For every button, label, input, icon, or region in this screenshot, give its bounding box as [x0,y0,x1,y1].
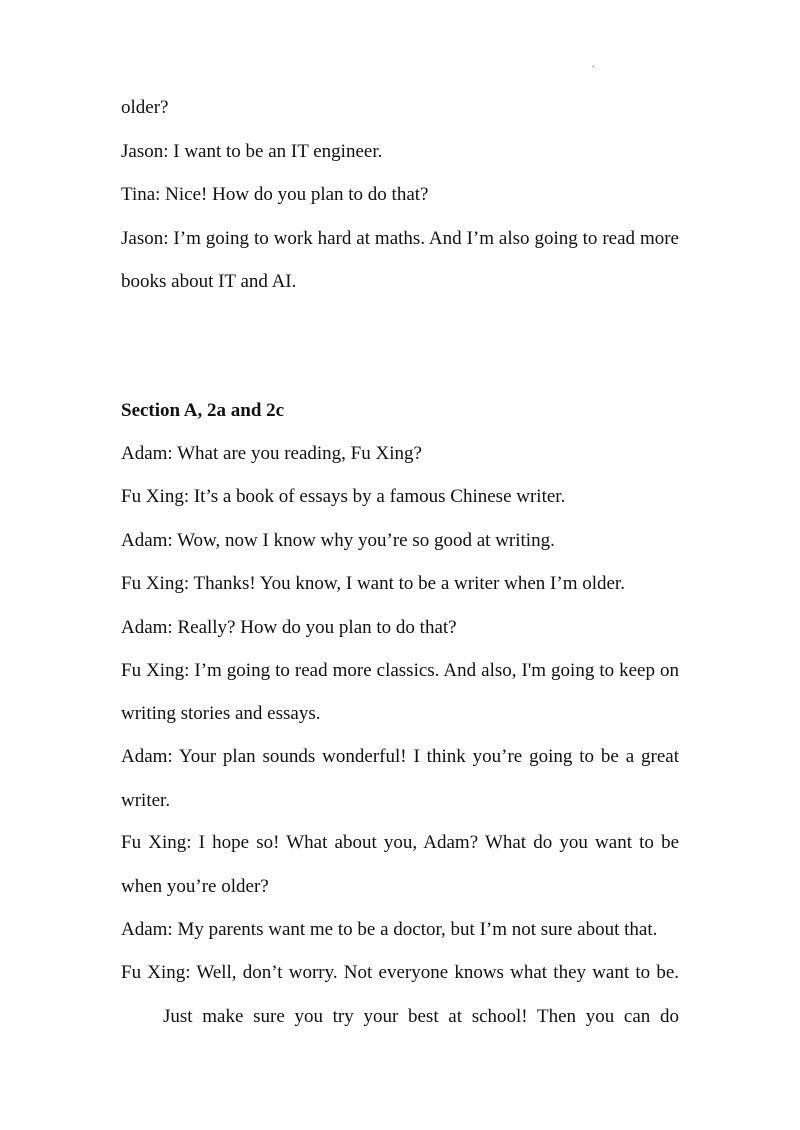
text-line: Jason: I want to be an IT engineer. [121,141,383,162]
text-line: Adam: Your plan sounds wonderful! I think you’re going to be a great [121,746,679,767]
text-line: Fu Xing: Well, don’t worry. Not everyone knows what they want to be. [121,962,679,983]
text-line: books about IT and AI. [121,271,297,292]
text-line: older? [121,97,169,118]
text-line: Adam: Really? How do you plan to do that? [121,617,457,638]
text-line: writer. [121,790,171,811]
text-line: writing stories and essays. [121,703,321,724]
page-mark: . [592,59,595,70]
text-line: Adam: Wow, now I know why you’re so good at writing. [121,530,555,551]
text-line: Tina: Nice! How do you plan to do that? [121,184,429,205]
text-line: Adam: My parents want me to be a doctor, but I’m not sure about that. [121,919,658,940]
text-line: Fu Xing: Thanks! You know, I want to be a writer when I’m older. [121,573,625,594]
text-line: Adam: What are you reading, Fu Xing? [121,443,422,464]
text-line: Fu Xing: I hope so! What about you, Adam? What do you want to be [121,832,679,853]
text-line: Just make sure you try your best at school! Then you can do [163,1006,679,1027]
text-line: Fu Xing: I’m going to read more classics. And also, I'm going to keep on [121,660,679,681]
text-line: Jason: I’m going to work hard at maths. And I’m also going to read more [121,228,679,249]
text-line: when you’re older? [121,876,269,897]
text-line: Fu Xing: It’s a book of essays by a famous Chinese writer. [121,486,566,507]
section-heading: Section A, 2a and 2c [121,400,285,421]
